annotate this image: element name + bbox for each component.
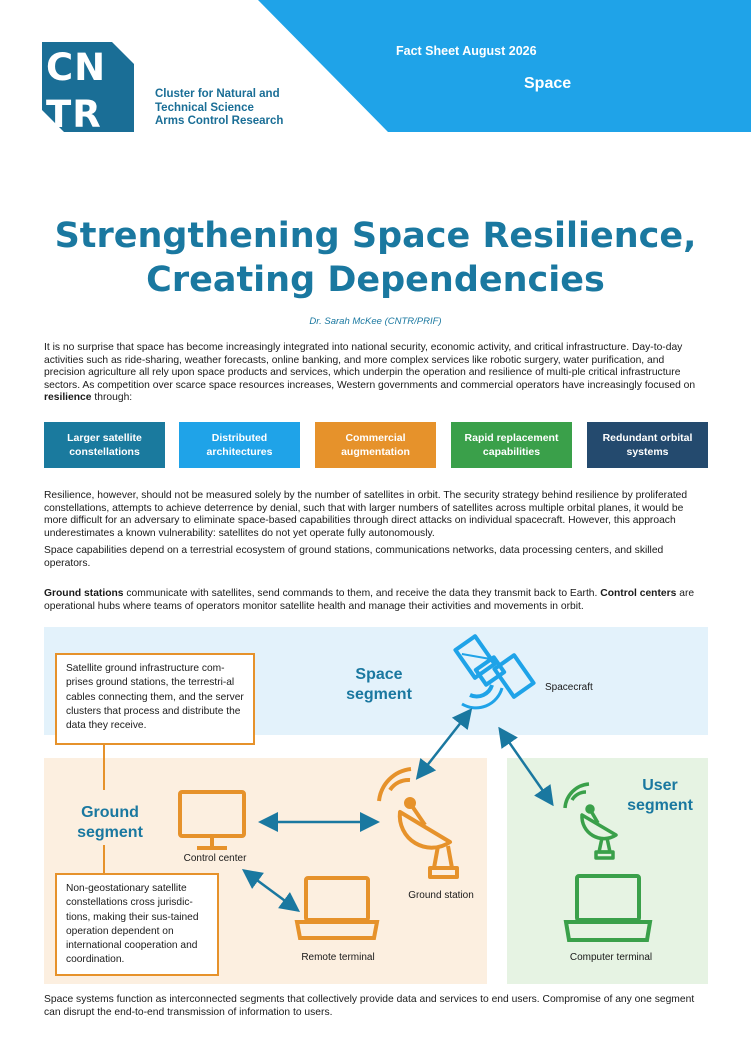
logo-tr: TR bbox=[46, 93, 102, 132]
intro-tail: through: bbox=[91, 392, 133, 404]
org-line-3: Arms Control Research bbox=[155, 115, 284, 127]
paragraph-resilience: Resilience, however, should not be measured solely by the number of satellites in orbit. The security strategy behind resilience by proliferated constellations, attempts to achieve deterrence by denial, such that with larger numbers of satellites across multiple orbital planes, it would be more difficult for an adversary to eliminate space-based capabilities through direct attacks on individual spacecraft. However, this approach underestimates a known vulnerability: satellites do not yet operate fully autonomously. bbox=[44, 490, 688, 539]
intro-text: It is no surprise that space has become increasingly integrated into national security, economic activity, and critical infrastructure. Day-to-day activities such as ride-sharing, weather forecasts, online banking, and more complex services like robotic surgery, water purification, and precision agriculture all rely upon space products and services, which underpin the operation and resilience of multi-ple critical infrastructure sectors. As competition over scarce space resources increases, Western governments and commercial operators have increasingly focused on bbox=[44, 342, 696, 391]
user-segment-label: User segment bbox=[627, 777, 693, 814]
note-jurisdictions: Non-geostationary satellite constellations cross jurisdic-tions, making their sus-tained operation dependent on international cooperation and coordination. bbox=[55, 873, 219, 976]
ground-segment-label: Ground segment bbox=[77, 804, 143, 841]
space-segment-label: Space segment bbox=[346, 666, 412, 703]
box-label: Distributed architectures bbox=[206, 432, 273, 458]
ground-station-caption: Ground station bbox=[408, 890, 474, 901]
org-line-1: Cluster for Natural and bbox=[155, 88, 280, 100]
section-tag: Space bbox=[524, 75, 572, 92]
footer-paragraph: Space systems function as interconnected segments that collectively provide data and services to end users. Compromise of any one segment can disrupt the end-to-end transmission of information to users. bbox=[44, 994, 695, 1018]
intro-bold: resilience bbox=[44, 392, 92, 404]
title-text: Strengthening Space Resilience, Creating Dependencies bbox=[54, 216, 697, 300]
logo-cn: CN bbox=[46, 46, 107, 89]
text: are operational hubs where teams of operators monitor satellite health and manage their activities and movements in orbit. bbox=[44, 588, 695, 612]
paragraph-terrestrial: Space capabilities depend on a terrestrial ecosystem of ground stations, communications networks, data processing centers, and skilled operators. bbox=[44, 545, 664, 569]
box-label: Rapid replacement capabilities bbox=[464, 432, 559, 458]
term-control-centers: Control centers bbox=[600, 588, 677, 599]
term-ground-stations: Ground stations bbox=[44, 588, 124, 599]
box-label: Larger satellite constellations bbox=[67, 432, 142, 458]
spacecraft-caption: Spacecraft bbox=[545, 682, 593, 693]
note-ground-infrastructure: Satellite ground infrastructure com-prises ground stations, the terrestri-al cables connecting them, and the server clusters that process and distribute the data they receive. bbox=[55, 653, 255, 745]
remote-terminal-caption: Remote terminal bbox=[301, 952, 375, 963]
computer-terminal-caption: Computer terminal bbox=[569, 952, 653, 963]
text: communicate with satellites, send commands to them, and receive the data they transmit back to Earth. bbox=[123, 588, 601, 599]
fact-sheet-date: Fact Sheet August 2026 bbox=[396, 44, 537, 58]
control-center-caption: Control center bbox=[183, 853, 247, 864]
org-line-2: Technical Science bbox=[155, 101, 254, 114]
box-label: Redundant orbital systems bbox=[602, 432, 693, 458]
box-label: Commercial augmentation bbox=[341, 432, 410, 458]
author: Dr. Sarah McKee (CNTR/PRIF) bbox=[309, 316, 442, 327]
